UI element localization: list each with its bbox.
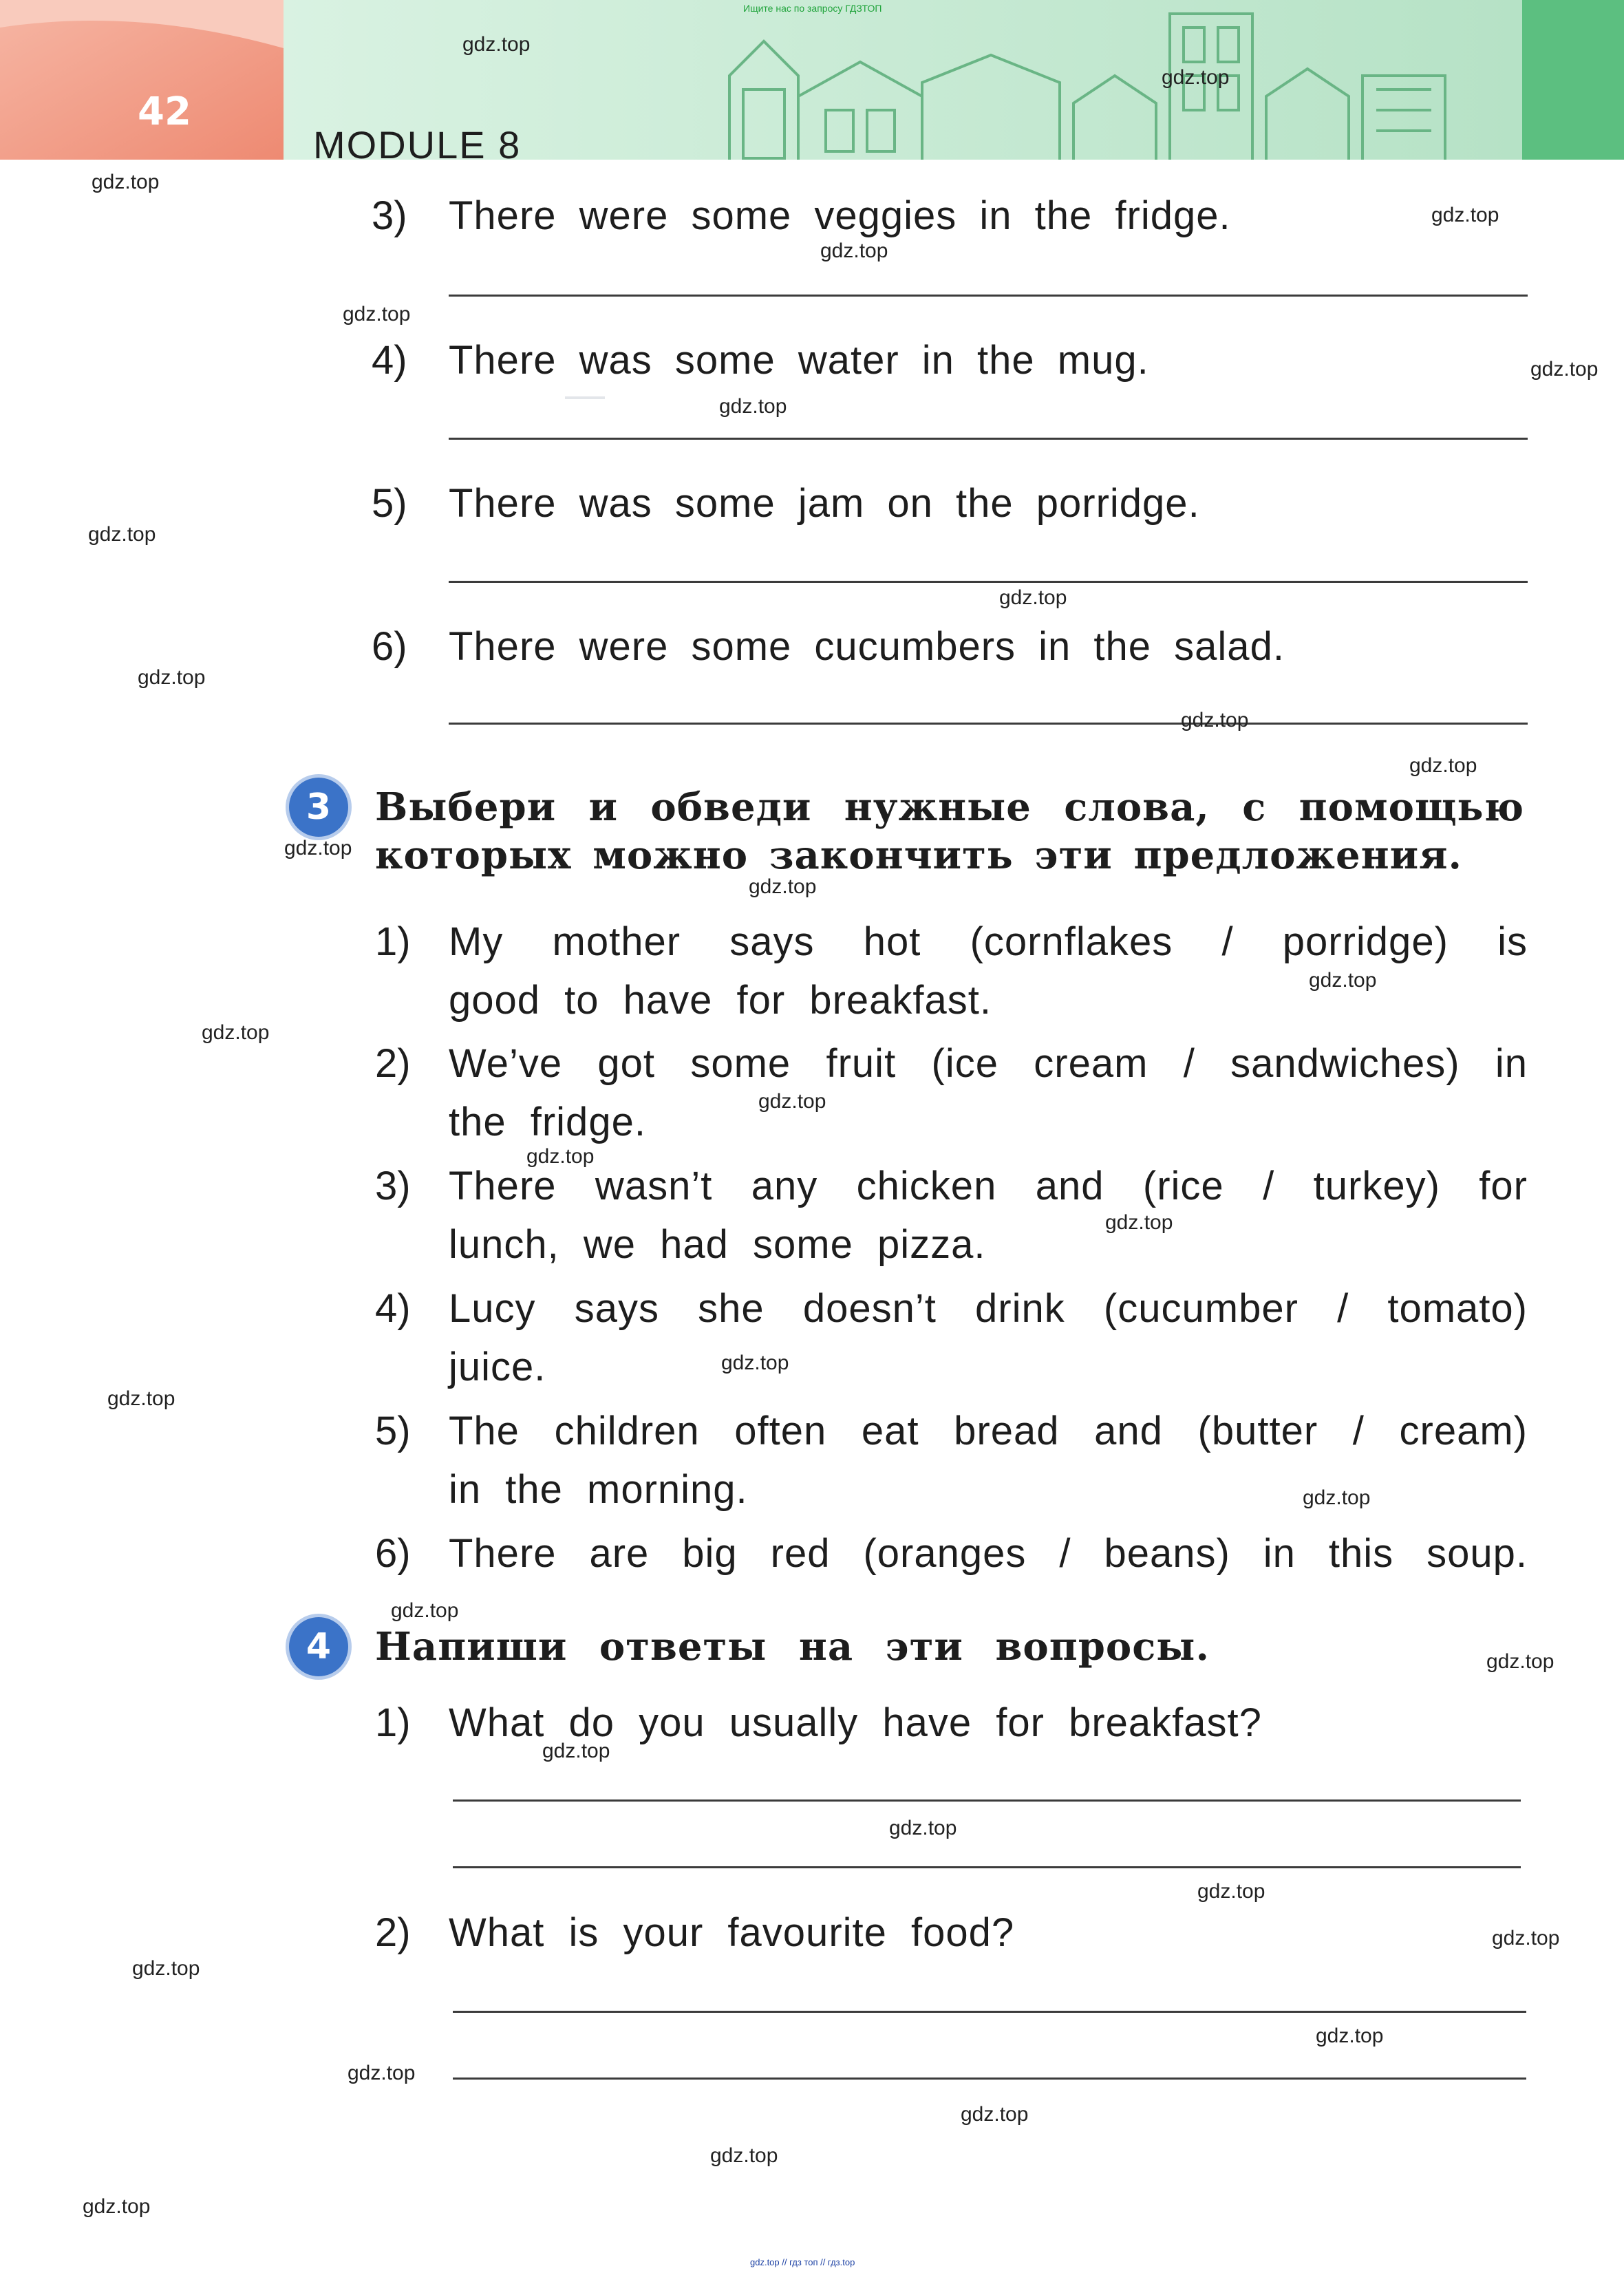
item-number: 3) (372, 193, 407, 238)
watermark: gdz.top (542, 1740, 610, 1762)
sentence-line: We’ve got some fruit (ice cream / sandwiches) in (449, 1041, 1528, 1086)
sentence: There were some cucumbers in the salad. (449, 624, 1285, 669)
answer-line[interactable] (453, 2078, 1526, 2080)
watermark: gdz.top (1492, 1927, 1560, 1950)
item-number: 1) (375, 919, 411, 964)
watermark: gdz.top (107, 1387, 175, 1410)
watermark: gdz.top (1409, 754, 1477, 777)
watermark: gdz.top (348, 2062, 416, 2084)
sentence-line: the fridge. (449, 1100, 646, 1144)
sentence-line: lunch, we had some pizza. (449, 1222, 986, 1267)
answer-line[interactable] (453, 1866, 1521, 1868)
watermark: gdz.top (1431, 204, 1499, 226)
top-note: Ищите нас по запросу ГДЗТОП (743, 3, 882, 14)
watermark: gdz.top (721, 1352, 789, 1374)
item-number: 1) (375, 1700, 411, 1745)
watermark: gdz.top (132, 1957, 200, 1980)
answer-line[interactable] (449, 581, 1528, 583)
watermark: gdz.top (526, 1145, 595, 1168)
sentence-line: Lucy says she doesn’t drink (cucumber / tomato) (449, 1286, 1528, 1331)
watermark: gdz.top (343, 303, 411, 325)
watermark: gdz.top (202, 1021, 270, 1044)
watermark: gdz.top (889, 1817, 957, 1839)
sentence: There were some veggies in the fridge. (449, 193, 1231, 238)
item-number: 6) (372, 624, 407, 669)
item-number: 5) (372, 481, 407, 526)
item-number: 6) (375, 1531, 411, 1576)
watermark: gdz.top (138, 666, 206, 689)
answer-line[interactable] (449, 438, 1528, 440)
bottom-note: gdz.top // гдз топ // гдз.top (750, 2257, 855, 2267)
watermark: gdz.top (462, 33, 531, 56)
watermark: gdz.top (391, 1599, 459, 1622)
page-number: 42 (138, 89, 191, 134)
watermark: gdz.top (820, 239, 888, 262)
watermark: gdz.top (1486, 1650, 1554, 1673)
exercise-badge: 4 (289, 1617, 348, 1676)
watermark: gdz.top (719, 395, 787, 418)
watermark: gdz.top (1197, 1880, 1265, 1903)
sentence-line: There are big red (oranges / beans) in this soup. (449, 1531, 1528, 1576)
watermark: gdz.top (1162, 66, 1230, 89)
answer-line[interactable] (453, 2011, 1526, 2013)
watermark: gdz.top (1530, 358, 1599, 381)
watermark: gdz.top (999, 586, 1067, 609)
watermark: gdz.top (1181, 709, 1249, 731)
watermark: gdz.top (710, 2144, 778, 2167)
watermark: gdz.top (83, 2195, 151, 2218)
watermark: gdz.top (1316, 2025, 1384, 2047)
item-number: 2) (375, 1041, 411, 1086)
header-banner (0, 0, 1624, 160)
exercise-badge: 3 (289, 778, 348, 837)
watermark: gdz.top (92, 171, 160, 193)
sentence-line: juice. (449, 1345, 546, 1389)
item-number: 4) (375, 1286, 411, 1331)
sentence-line: The children often eat bread and (butter / cream) (449, 1409, 1528, 1453)
answer-line[interactable] (449, 295, 1528, 297)
item-number: 3) (375, 1164, 411, 1208)
watermark: gdz.top (758, 1090, 826, 1113)
sentence-line: There wasn’t any chicken and (rice / turkey) for (449, 1164, 1528, 1208)
question: What is your favourite food? (449, 1910, 1015, 1955)
sentence-line: in the morning. (449, 1467, 748, 1512)
instruction-line: Выбери и обведи нужные слова, с помощью (375, 784, 1524, 830)
instruction-line: которых можно закончить эти предложения. (375, 833, 1462, 878)
sentence-line: good to have for breakfast. (449, 978, 992, 1023)
watermark: gdz.top (749, 875, 817, 898)
item-number: 4) (372, 338, 407, 383)
instruction: Напиши ответы на эти вопросы. (375, 1624, 1210, 1669)
item-number: 5) (375, 1409, 411, 1453)
item-number: 2) (375, 1910, 411, 1955)
watermark: gdz.top (1105, 1211, 1173, 1234)
sentence: There was some water in the mug. (449, 338, 1149, 383)
sentence: There was some jam on the porridge. (449, 481, 1200, 526)
answer-line[interactable] (453, 1799, 1521, 1802)
watermark: gdz.top (284, 837, 352, 859)
watermark: gdz.top (961, 2103, 1029, 2126)
question: What do you usually have for breakfast? (449, 1700, 1262, 1745)
watermark: gdz.top (88, 523, 156, 546)
watermark: gdz.top (1303, 1486, 1371, 1509)
module-title: MODULE 8 (313, 123, 522, 167)
sentence-line: My mother says hot (cornflakes / porridge) is (449, 919, 1528, 964)
answer-line[interactable] (449, 723, 1528, 725)
watermark: gdz.top (1309, 969, 1377, 992)
